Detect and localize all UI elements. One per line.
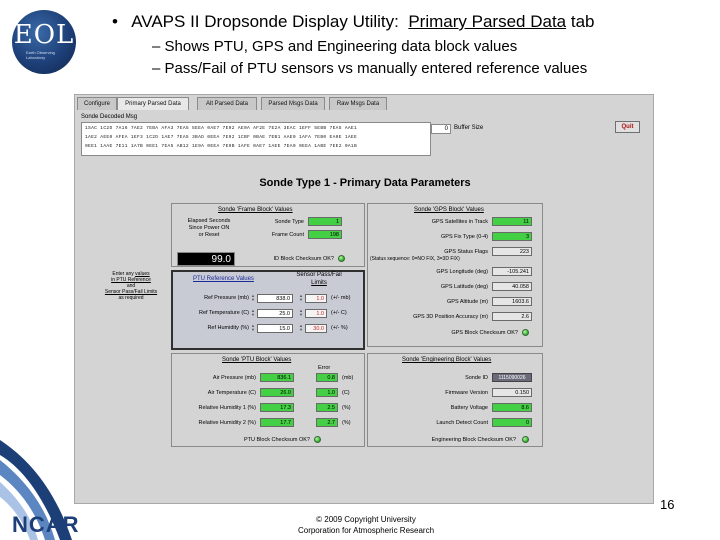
firmware-version-label: Firmware Version [445,390,488,396]
copyright-line-1: © 2009 Copyright University [316,515,416,524]
ref-pressure-label: Ref Pressure (mb) [204,295,249,301]
frame-count-value: 198 [308,230,342,239]
ncar-logo: NCAR [12,512,80,537]
instruction-text: Enter any [112,271,134,277]
copyright [296,514,436,536]
gps-block-panel [367,203,543,347]
error-column-label: Error [318,365,331,371]
rh1-value: 17.3 [260,403,294,412]
gps-altitude-label: GPS Altitude (m) [447,299,488,305]
pressure-limit-unit: (+/- mb) [331,295,351,301]
decoded-line: 0EE1 1AAE 7E11 1A7B 0EE1 7EA5 AB12 1E9A 0EEA 7E9B 1AFE 0AE7 1AEE 7EA0 0EEA 1ABE 7EE2 0A1B [85,144,358,149]
sub-marker: – [152,38,161,55]
tab-configure[interactable]: Configure [77,97,117,110]
slide-title [112,12,595,32]
battery-voltage-label: Battery Voltage [450,405,488,411]
temperature-limit-input[interactable]: 1.0 [305,309,327,318]
eol-logo-subtext: Earth Observing Laboratory [26,50,55,60]
tab-alt-parsed-data[interactable]: Alt Parsed Data [197,97,257,110]
slide-bullet-1 [152,38,517,55]
temperature-limit-unit: (+/- C) [331,310,347,316]
ptu-reference-title: PTU Reference Values [193,276,254,282]
slide-title-tab: Primary Parsed Data [408,12,567,31]
id-checksum-label: ID Block Checksum OK? [273,256,334,262]
decoded-msg-textbox[interactable] [81,122,431,156]
instruction-text: and [126,283,136,289]
page-number: 16 [660,497,675,512]
instruction-text: Sensor Pass/Fail Limits [104,289,158,295]
air-pressure-label: Air Pressure (mb) [212,375,256,381]
eol-logo [12,10,76,74]
gps-fix-type-value: 3 [492,232,532,241]
rh1-label: Relative Humidity 1 (%) [198,405,256,411]
slide-bullet-2 [152,60,587,77]
rh1-unit: (%) [342,405,351,411]
humidity-limit-unit: (+/- %) [331,325,348,331]
ptu-block-panel [171,353,365,447]
ref-pressure-input[interactable]: 838.0 [257,294,293,303]
rh2-unit: (%) [342,420,351,426]
slide-title-suffix: tab [570,12,595,31]
tab-parsed-msgs-data[interactable]: Parsed Msgs Data [261,97,325,110]
instruction-values-link: values [135,271,150,277]
gps-status-flags-value: 223 [492,247,532,256]
rh2-value: 17.7 [260,418,294,427]
engineering-block-panel [367,353,543,447]
gps-longitude-label: GPS Longitude (deg) [436,269,488,275]
slide-bullet-1-text: Shows PTU, GPS and Engineering data block values [164,38,518,55]
ref-humidity-input[interactable]: 15.0 [257,324,293,333]
tab-primary-parsed-data[interactable]: Primary Parsed Data [117,97,189,110]
spinner-icon[interactable]: ▲ ▼ [299,293,303,302]
sub-marker: – [152,60,161,77]
gps-latitude-value: 40.058 [492,282,532,291]
engineering-checksum-led [522,436,529,443]
ptu-checksum-led [314,436,321,443]
spinner-icon[interactable]: ▲ ▼ [251,323,255,332]
instruction-text: in PTU Reference [111,277,151,283]
pass-fail-limits-title [281,271,357,287]
battery-voltage-value: 8.6 [492,403,532,412]
frame-count-label: Frame Count [271,232,304,238]
gps-satellites-value: 11 [492,217,532,226]
gps-fix-type-label: GPS Fix Type (0-4) [441,234,488,240]
ptu-checksum-label: PTU Block Checksum OK? [243,437,310,443]
spinner-icon[interactable]: ▲ ▼ [299,308,303,317]
ref-temperature-input[interactable]: 25.0 [257,309,293,318]
spinner-icon[interactable]: ▲ ▼ [251,293,255,302]
tab-raw-msgs-data[interactable]: Raw Msgs Data [329,97,387,110]
bullet-marker: • [112,12,118,31]
gps-accuracy-label: GPS 3D Position Accuracy (m) [413,314,488,320]
sonde-type-value: 1 [308,217,342,226]
elapsed-label-line: Since Power ON [188,225,230,231]
launch-detect-value: 0 [492,418,532,427]
sonde-id-label: Sonde ID [465,375,488,381]
air-temperature-unit: (C) [342,390,350,396]
air-pressure-unit: (mb) [342,375,354,381]
sonde-id-value: 1115090026 [492,373,532,382]
gps-checksum-label: GPS Block Checksum OK? [451,330,518,336]
engineering-block-title: Sonde 'Engineering Block' Values [402,357,492,363]
gps-accuracy-value: 2.6 [492,312,532,321]
rh1-error: 2.5 [316,403,338,412]
gps-status-sub: (Status sequence: 0=NO FIX, 3=3D FIX) [370,256,460,262]
slide-title-prefix: AVAPS II Dropsonde Display Utility: [131,12,399,31]
rh2-error: 2.7 [316,418,338,427]
gps-block-title: Sonde 'GPS Block' Values [414,207,484,213]
frame-block-title: Sonde 'Frame Block' Values [218,207,293,213]
copyright-line-2: Corporation for Atmospheric Research [297,526,435,535]
ptu-block-title: Sonde 'PTU Block' Values [222,357,292,363]
eol-logo-text: EOL [13,20,75,50]
elapsed-seconds-label [176,218,242,239]
elapsed-label-line: Elapsed Seconds [187,218,231,224]
id-checksum-led [338,255,345,262]
decoded-msg-label: Sonde Decoded Msg [81,114,138,120]
gps-checksum-led [522,329,529,336]
sonde-type-label: Sonde Type [274,219,304,225]
air-pressure-value: 836.1 [260,373,294,382]
elapsed-seconds-display: 99.0 [177,252,235,266]
air-temperature-error: 1.0 [316,388,338,397]
gps-altitude-value: 1603.6 [492,297,532,306]
humidity-limit-input[interactable]: 30.0 [305,324,327,333]
dropsonde-display-window [74,94,654,504]
ref-humidity-label: Ref Humidity (%) [207,325,249,331]
rh2-label: Relative Humidity 2 (%) [198,420,256,426]
page-heading: Sonde Type 1 - Primary Data Parameters [259,177,471,189]
elapsed-label-line: or Reset [198,232,220,238]
spinner-icon[interactable]: ▲ ▼ [299,323,303,332]
reference-instructions [100,271,162,301]
quit-button[interactable]: Quit [615,121,640,133]
ptu-reference-panel [171,270,365,350]
firmware-version-value: 0.150 [492,388,532,397]
air-temperature-value: 26.0 [260,388,294,397]
slide-bullet-2-text: Pass/Fail of PTU sensors vs manually entered reference values [164,60,588,77]
buffer-size-label: Buffer Size [454,125,484,131]
pass-fail-title-line: Sensor Pass/Fail [296,272,342,278]
pressure-limit-input[interactable]: 1.0 [305,294,327,303]
decoded-line: 1SAC 1C2D 7A16 7AE2 7EBA AFA3 7EA5 5EEA 0AE7 7E92 AE0A AF2E 7E2A 3EAC 1EFF 5EBB 7EA5 AAE1 [85,126,358,131]
air-pressure-error: 0.8 [316,373,338,382]
ref-temperature-label: Ref Temperature (C) [198,310,249,316]
air-temperature-label: Air Temperature (C) [207,390,256,396]
decoded-line: 1AE2 AEE0 AFEA 1EF3 1C2D 1AE7 7EA5 3BAD 0EEA 7E92 1CBF 0BAE 7EB1 AAE0 1AFA 7EB0 EA0E 1AEE [85,135,358,140]
gps-status-flags-label: GPS Status Flags [444,249,488,255]
gps-satellites-label: GPS Satellites in Track [431,219,488,225]
instruction-text: as required [118,295,144,301]
buffer-size-value: 0 [431,124,451,134]
pass-fail-title-line: Limits [311,280,327,286]
spinner-icon[interactable]: ▲ ▼ [251,308,255,317]
gps-latitude-label: GPS Latitude (deg) [440,284,488,290]
gps-longitude-value: -105.241 [492,267,532,276]
launch-detect-label: Launch Detect Count [436,420,488,426]
engineering-checksum-label: Engineering Block Checksum OK? [431,437,516,443]
